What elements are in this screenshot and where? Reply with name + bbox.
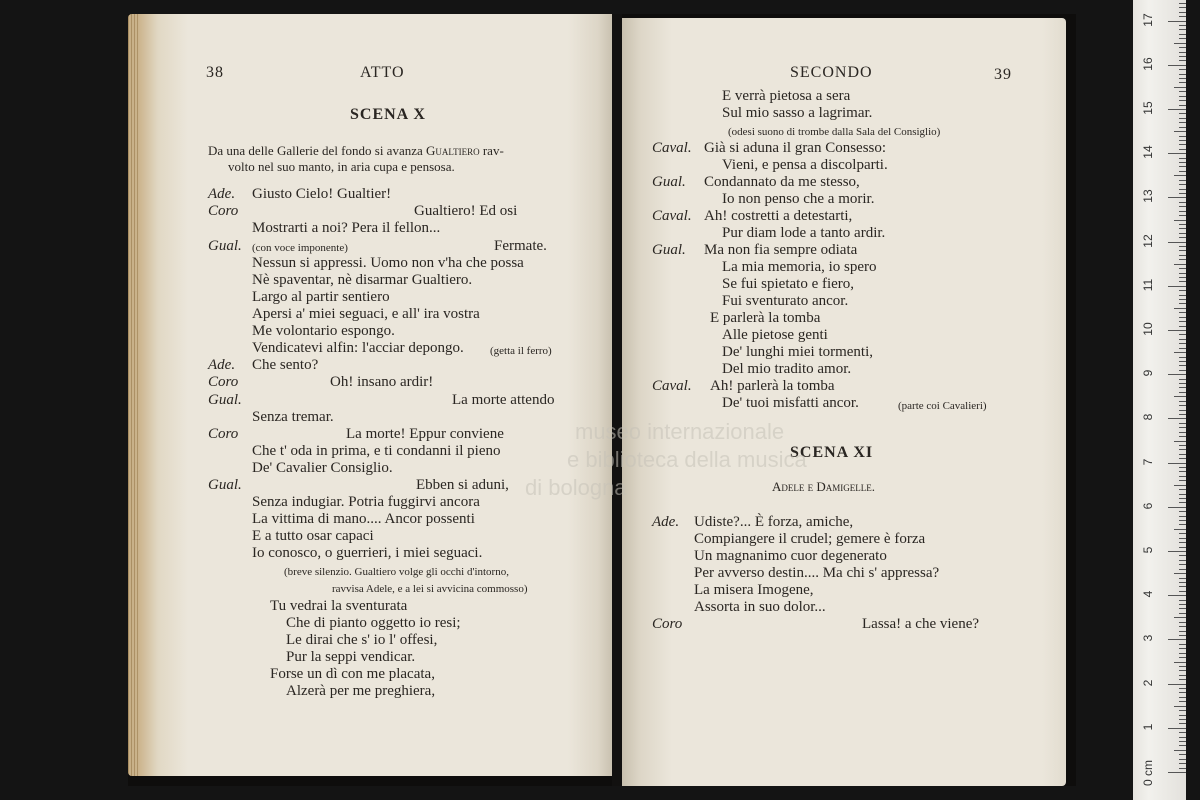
ruler-tick: [1179, 494, 1186, 495]
ruler-tick: [1179, 591, 1186, 592]
ruler-tick: [1168, 65, 1186, 66]
ruler-tick: [1179, 211, 1186, 212]
ruler-tick: [1179, 741, 1186, 742]
ruler-number: 17: [1141, 12, 1155, 27]
ruler-tick: [1179, 745, 1186, 746]
verse-line: La mia memoria, io spero: [722, 259, 877, 275]
ruler-tick: [1179, 237, 1186, 238]
ruler-tick: [1179, 158, 1186, 159]
verse-line: La misera Imogene,: [694, 582, 814, 598]
ruler-number: 12: [1141, 233, 1155, 248]
ruler-tick: [1174, 706, 1186, 707]
verse-line: E verrà pietosa a sera: [722, 88, 851, 104]
measuring-ruler: [1133, 0, 1186, 800]
ruler-tick: [1179, 379, 1186, 380]
ruler-tick: [1168, 507, 1186, 508]
ruler-tick: [1179, 255, 1186, 256]
ruler-tick: [1179, 754, 1186, 755]
ruler-tick: [1179, 414, 1186, 415]
ruler-tick: [1174, 396, 1186, 397]
ruler-tick: [1179, 679, 1186, 680]
ruler-tick: [1168, 242, 1186, 243]
verse-line: Vendicatevi alfin: l'acciar depongo.: [252, 340, 464, 356]
ruler-tick: [1179, 648, 1186, 649]
verse-line: Per avverso destin.... Ma chi s' appressa?: [694, 565, 940, 581]
ruler-tick: [1179, 312, 1186, 313]
ruler-tick: [1179, 7, 1186, 8]
ruler-tick: [1179, 600, 1186, 601]
ruler-number: 15: [1141, 101, 1155, 115]
ruler-tick: [1168, 374, 1186, 375]
verse-line: Forse un dì con me placata,: [270, 666, 435, 682]
ruler-tick: [1179, 299, 1186, 300]
ruler-tick: [1179, 670, 1186, 671]
ruler-tick: [1179, 91, 1186, 92]
open-book: [128, 14, 1076, 786]
ruler-tick: [1179, 193, 1186, 194]
ruler-tick: [1179, 423, 1186, 424]
verse-line: Mostrarti a noi? Pera il fellon...: [252, 220, 441, 236]
ruler-tick: [1174, 352, 1186, 353]
ruler-tick: [1179, 215, 1186, 216]
ruler-tick: [1179, 3, 1186, 4]
verse-line: Ah! parlerà la tomba: [710, 378, 835, 394]
verse-line: Assorta in suo dolor...: [694, 599, 826, 615]
ruler-tick: [1179, 586, 1186, 587]
ruler-tick: [1179, 16, 1186, 17]
speaker-label: Gual.: [652, 242, 686, 258]
verse-line: Gualtiero! Ed osi: [414, 203, 518, 219]
ruler-tick: [1179, 281, 1186, 282]
verse-line: Apersi a' miei seguaci, e all' ira vostra: [252, 306, 480, 322]
ruler-number: 6: [1141, 502, 1155, 510]
ruler-tick: [1179, 569, 1186, 570]
verse-line: Se fui spietato e fiero,: [722, 276, 855, 292]
ruler-tick: [1179, 653, 1186, 654]
ruler-tick: [1174, 220, 1186, 221]
scene-characters: Adele e Damigelle.: [772, 479, 876, 494]
verse-line: Senza indugiar. Potria fuggirvi ancora: [252, 494, 480, 510]
book-gutter: [612, 14, 622, 786]
ruler-tick: [1179, 321, 1186, 322]
verse-line: Vieni, e pensa a discolparti.: [722, 157, 888, 173]
library-watermark: museo internazionale e biblioteca della musica di bologna: [525, 419, 807, 500]
ruler-tick: [1179, 78, 1186, 79]
ruler-tick: [1179, 732, 1186, 733]
running-head: SECONDO: [790, 64, 873, 81]
ruler-tick: [1179, 516, 1186, 517]
ruler-tick: [1179, 763, 1186, 764]
ruler-tick: [1179, 383, 1186, 384]
ruler-tick: [1179, 38, 1186, 39]
ruler-number: 7: [1141, 458, 1155, 465]
verse-line: La morte! Eppur conviene: [346, 426, 504, 442]
ruler-tick: [1179, 608, 1186, 609]
verse-line: Pur diam lode a tanto ardir.: [722, 225, 886, 241]
ruler-tick: [1179, 547, 1186, 548]
verse-line: La vittima di mano.... Ancor possenti: [252, 511, 475, 527]
ruler-number: 11: [1141, 278, 1155, 292]
ruler-tick: [1179, 34, 1186, 35]
ruler-tick: [1179, 520, 1186, 521]
speaker-label: Coro: [208, 203, 239, 219]
ruler-tick: [1168, 684, 1186, 685]
ruler-tick: [1174, 485, 1186, 486]
verse-line: Alzerà per me preghiera,: [286, 683, 436, 699]
ruler-tick: [1179, 489, 1186, 490]
ruler-tick: [1179, 626, 1186, 627]
ruler-tick: [1174, 87, 1186, 88]
verse-line: Ah! costretti a detestarti,: [704, 208, 853, 224]
speaker-label: Coro: [208, 426, 239, 442]
verse-line: Sul mio sasso a lagrimar.: [722, 105, 873, 121]
ruler-tick: [1179, 29, 1186, 30]
ruler-tick: [1179, 277, 1186, 278]
ruler-tick: [1179, 449, 1186, 450]
ruler-tick: [1179, 60, 1186, 61]
verse-line: Fui sventurato ancor.: [722, 293, 849, 309]
ruler-tick: [1179, 480, 1186, 481]
verse-line: Un magnanimo cuor degenerato: [694, 548, 887, 564]
ruler-tick: [1168, 772, 1186, 773]
ruler-tick: [1179, 144, 1186, 145]
ruler-tick: [1179, 122, 1186, 123]
verse-line: Nessun si appressi. Uomo non v'ha che possa: [252, 255, 524, 271]
ruler-tick: [1174, 750, 1186, 751]
page-number: 38: [206, 64, 224, 81]
ruler-tick: [1174, 264, 1186, 265]
ruler-tick: [1179, 454, 1186, 455]
verse-line: Oh! insano ardir!: [330, 374, 434, 390]
ruler-tick: [1179, 290, 1186, 291]
ruler-tick: [1179, 140, 1186, 141]
ruler-tick: [1179, 361, 1186, 362]
ruler-tick: [1179, 47, 1186, 48]
ruler-tick: [1179, 432, 1186, 433]
stage-note: (con voce imponente): [252, 242, 348, 254]
ruler-tick: [1179, 56, 1186, 57]
ruler-tick: [1179, 365, 1186, 366]
ruler-tick: [1168, 21, 1186, 22]
speaker-label: Gual.: [652, 174, 686, 190]
ruler-tick: [1174, 175, 1186, 176]
ruler-tick: [1179, 401, 1186, 402]
ruler-tick: [1179, 162, 1186, 163]
ruler-tick: [1174, 131, 1186, 132]
verse-line: Che di pianto oggetto io resi;: [286, 615, 461, 631]
stage-note: (breve silenzio. Gualtiero volge gli occhi d'intorno,: [284, 566, 509, 578]
verse-line: Lassa! a che viene?: [862, 616, 980, 632]
ruler-tick: [1179, 692, 1186, 693]
verse-line: Nè spaventar, nè disarmar Gualtiero.: [252, 272, 473, 288]
ruler-tick: [1179, 259, 1186, 260]
ruler-tick: [1179, 723, 1186, 724]
ruler-tick: [1179, 622, 1186, 623]
verse-line: De' lunghi miei tormenti,: [722, 344, 874, 360]
verse-line: E parlerà la tomba: [710, 310, 821, 326]
ruler-tick: [1179, 427, 1186, 428]
verse-line: E a tutto osar capaci: [252, 528, 374, 544]
ruler-tick: [1179, 82, 1186, 83]
ruler-tick: [1179, 233, 1186, 234]
verse-line: Giusto Cielo! Gualtier!: [252, 186, 392, 202]
ruler-tick: [1179, 458, 1186, 459]
ruler-tick: [1179, 578, 1186, 579]
ruler-tick: [1179, 370, 1186, 371]
ruler-tick: [1179, 719, 1186, 720]
ruler-tick: [1168, 153, 1186, 154]
verse-line: Fermate.: [494, 238, 547, 254]
ruler-tick: [1179, 246, 1186, 247]
running-head: ATTO: [360, 64, 405, 81]
ruler-tick: [1179, 189, 1186, 190]
speaker-label: Coro: [208, 374, 239, 390]
stage-note: (getta il ferro): [490, 345, 552, 357]
page-edges: [128, 14, 138, 776]
ruler-tick: [1179, 604, 1186, 605]
ruler-tick: [1179, 206, 1186, 207]
verse-line: Già si aduna il gran Consesso:: [704, 140, 887, 156]
ruler-tick: [1179, 136, 1186, 137]
verse-line: De' Cavalier Consiglio.: [252, 460, 393, 476]
ruler-tick: [1179, 180, 1186, 181]
stage-note: (odesi suono di trombe dalla Sala del Consiglio): [728, 126, 941, 138]
ruler-tick: [1179, 511, 1186, 512]
ruler-tick: [1179, 737, 1186, 738]
stage-direction: volto nel suo manto, in aria cupa e pensosa.: [228, 159, 455, 174]
stage-note: ravvisa Adele, e a lei si avvicina commosso): [332, 583, 528, 595]
verse-line: Senza tremar.: [252, 409, 334, 425]
speaker-label: Ade.: [652, 514, 680, 530]
ruler-tick: [1179, 326, 1186, 327]
ruler-tick: [1179, 502, 1186, 503]
ruler-tick: [1179, 12, 1186, 13]
ruler-tick: [1179, 127, 1186, 128]
ruler-tick: [1179, 675, 1186, 676]
verse-line: La morte attendo: [452, 392, 555, 408]
verse-line: Ebben si aduni,: [416, 477, 509, 493]
ruler-tick: [1179, 295, 1186, 296]
verse-line: Le dirai che s' io l' offesi,: [286, 632, 438, 648]
ruler-tick: [1168, 551, 1186, 552]
ruler-tick: [1179, 436, 1186, 437]
ruler-tick: [1179, 113, 1186, 114]
ruler-tick: [1179, 768, 1186, 769]
verse-line: Condannato da me stesso,: [704, 174, 860, 190]
stage-note: (parte coi Cavalieri): [898, 400, 987, 412]
page-number: 39: [994, 66, 1012, 83]
ruler-tick: [1179, 357, 1186, 358]
stage-direction: Da una delle Gallerie del fondo si avanza Gualtiero rav-: [208, 143, 504, 158]
ruler-tick: [1168, 197, 1186, 198]
ruler-tick: [1179, 405, 1186, 406]
ruler-number: 3: [1141, 635, 1155, 642]
ruler-tick: [1179, 118, 1186, 119]
ruler-tick: [1179, 542, 1186, 543]
speaker-label: Ade.: [208, 357, 236, 373]
speaker-label: Caval.: [652, 140, 692, 156]
ruler-tick: [1179, 387, 1186, 388]
ruler-tick: [1168, 330, 1186, 331]
speaker-label: Coro: [652, 616, 683, 632]
ruler-tick: [1179, 52, 1186, 53]
ruler-tick: [1179, 273, 1186, 274]
ruler-number: 10: [1141, 322, 1155, 336]
verse-line: Che sento?: [252, 357, 319, 373]
ruler-tick: [1174, 529, 1186, 530]
ruler-tick: [1179, 303, 1186, 304]
ruler-label: 0 cm: [1141, 760, 1155, 787]
ruler-tick: [1179, 317, 1186, 318]
ruler-tick: [1179, 657, 1186, 658]
ruler-tick: [1179, 334, 1186, 335]
ruler-tick: [1168, 728, 1186, 729]
ruler-tick: [1179, 582, 1186, 583]
ruler-tick: [1179, 666, 1186, 667]
ruler-number: 16: [1141, 57, 1155, 71]
speaker-label: Gual.: [208, 238, 242, 254]
verse-line: Io non penso che a morir.: [722, 191, 875, 207]
ruler-tick: [1179, 410, 1186, 411]
ruler-tick: [1179, 715, 1186, 716]
ruler-number: 13: [1141, 189, 1155, 204]
ruler-tick: [1179, 688, 1186, 689]
ruler-tick: [1179, 631, 1186, 632]
scene-title: SCENA XI: [790, 444, 874, 461]
left-page: [128, 14, 612, 776]
ruler-tick: [1174, 573, 1186, 574]
ruler-tick: [1174, 441, 1186, 442]
verse-line: Che t' oda in prima, e ti condanni il pieno: [252, 443, 501, 459]
verse-line: Pur la seppi vendicar.: [286, 649, 416, 665]
ruler-tick: [1179, 250, 1186, 251]
speaker-label: Ade.: [208, 186, 236, 202]
ruler-tick: [1179, 697, 1186, 698]
ruler-tick: [1168, 595, 1186, 596]
speaker-label: Gual.: [208, 477, 242, 493]
ruler-tick: [1179, 343, 1186, 344]
verse-line: Tu vedrai la sventurata: [270, 598, 408, 614]
ruler-number: 5: [1141, 546, 1155, 554]
ruler-number: 14: [1141, 145, 1155, 159]
verse-line: Del mio tradito amor.: [722, 361, 852, 377]
ruler-tick: [1179, 149, 1186, 150]
speaker-label: Caval.: [652, 378, 692, 394]
ruler-tick: [1179, 471, 1186, 472]
verse-line: Compiangere il crudel; gemere è forza: [694, 531, 926, 547]
verse-line: Largo al partir sentiero: [252, 289, 390, 305]
ruler-tick: [1179, 560, 1186, 561]
scene-title: SCENA X: [350, 106, 426, 123]
ruler-tick: [1179, 96, 1186, 97]
ruler-tick: [1179, 392, 1186, 393]
ruler-tick: [1179, 339, 1186, 340]
ruler-tick: [1179, 25, 1186, 26]
verse-line: Udiste?... È forza, amiche,: [694, 514, 854, 530]
ruler-tick: [1179, 445, 1186, 446]
right-page: [622, 18, 1066, 786]
ruler-tick: [1179, 224, 1186, 225]
ruler-tick: [1179, 701, 1186, 702]
ruler-tick: [1174, 43, 1186, 44]
ruler-tick: [1179, 498, 1186, 499]
ruler-number: 4: [1141, 590, 1155, 598]
ruler-tick: [1179, 467, 1186, 468]
ruler-number: 2: [1141, 679, 1155, 686]
verse-line: Io conosco, o guerrieri, i miei seguaci.: [252, 545, 483, 561]
speaker-label: Gual.: [208, 392, 242, 408]
verse-line: Me volontario espongo.: [252, 323, 395, 339]
ruler-tick: [1179, 644, 1186, 645]
ruler-tick: [1179, 268, 1186, 269]
ruler-tick: [1179, 166, 1186, 167]
ruler-tick: [1179, 105, 1186, 106]
ruler-tick: [1179, 555, 1186, 556]
ruler-tick: [1179, 524, 1186, 525]
ruler-number: 8: [1141, 414, 1155, 421]
ruler-tick: [1179, 184, 1186, 185]
ruler-tick: [1179, 710, 1186, 711]
ruler-tick: [1174, 308, 1186, 309]
ruler-tick: [1179, 564, 1186, 565]
ruler-tick: [1179, 613, 1186, 614]
ruler-tick: [1179, 202, 1186, 203]
ruler-tick: [1179, 100, 1186, 101]
ruler-tick: [1179, 74, 1186, 75]
ruler-tick: [1168, 463, 1186, 464]
ruler-tick: [1168, 109, 1186, 110]
ruler-tick: [1179, 171, 1186, 172]
ruler-tick: [1179, 533, 1186, 534]
ruler-tick: [1168, 639, 1186, 640]
ruler-number: 1: [1141, 723, 1155, 731]
ruler-tick: [1179, 759, 1186, 760]
verse-line: De' tuoi misfatti ancor.: [722, 395, 859, 411]
ruler-tick: [1179, 538, 1186, 539]
ruler-tick: [1179, 348, 1186, 349]
ruler-tick: [1174, 662, 1186, 663]
ruler-tick: [1168, 418, 1186, 419]
ruler-tick: [1168, 286, 1186, 287]
verse-line: Alle pietose genti: [722, 327, 828, 343]
speaker-label: Caval.: [652, 208, 692, 224]
ruler-tick: [1179, 228, 1186, 229]
verse-line: Ma non fia sempre odiata: [704, 242, 858, 258]
ruler-tick: [1179, 476, 1186, 477]
ruler-tick: [1179, 635, 1186, 636]
ruler-tick: [1174, 617, 1186, 618]
ruler-number: 9: [1141, 369, 1155, 377]
ruler-tick: [1179, 69, 1186, 70]
